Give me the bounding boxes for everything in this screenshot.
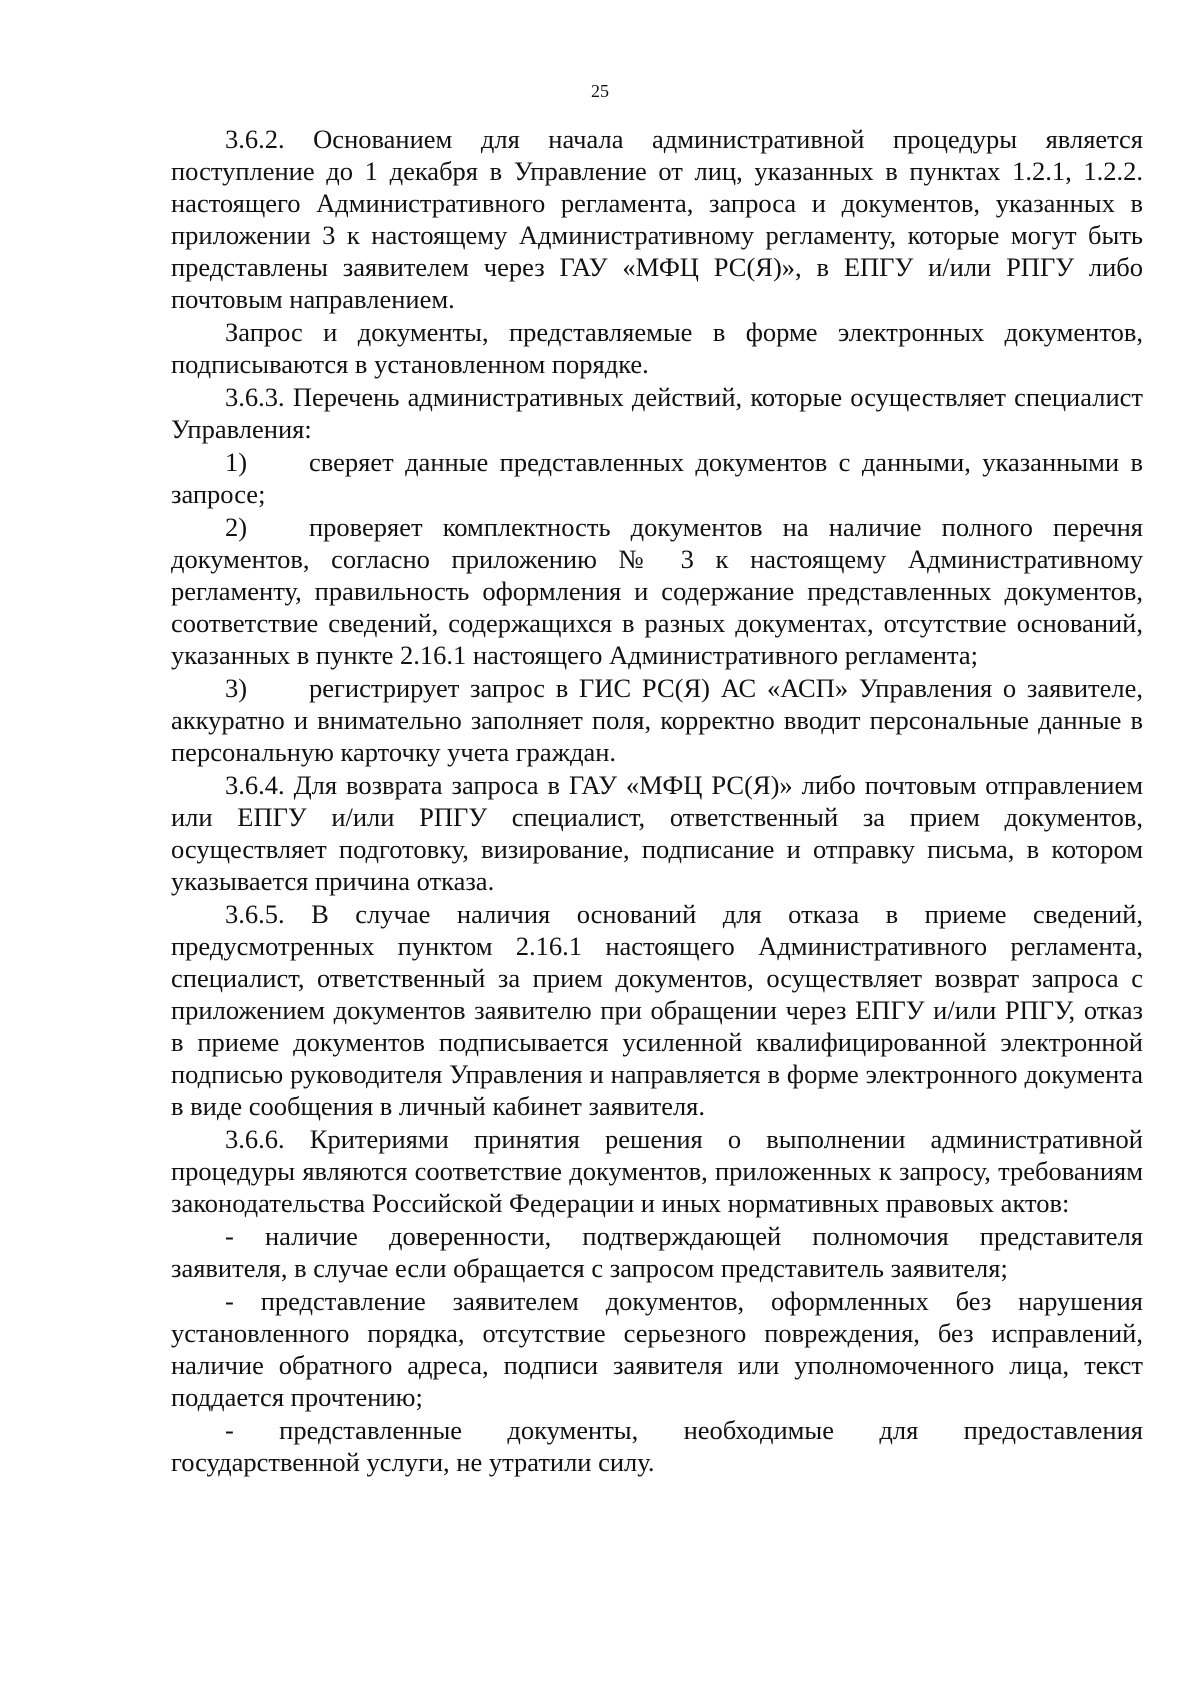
dash-item: - представленные документы, необходимые для предоставления государственной услуги, не утратили силу. <box>171 1415 1143 1477</box>
paragraph-3-6-4: 3.6.4. Для возврата запроса в ГАУ «МФЦ РС(Я)» либо почтовым отправлением или ЕПГУ и/или РПГУ специалист, ответственный за прием документов, осуществляет подготовку, визирование, подписание и отправку письма, в котором указывается причина отказа. <box>171 770 1143 896</box>
document-body <box>171 123 1143 1478</box>
numbered-item-text: проверяет комплектность документов на наличие полного перечня документов, согласно приложению № 3 к настоящему Административному регламенту, правильность оформления и содержание представленных документов, соответствие сведений, содержащихся в разных документах, отсутствие оснований, указанных в пункте 2.16.1 настоящего Административного регламента; <box>171 512 1143 670</box>
dash-item: - представление заявителем документов, оформленных без нарушения установленного порядка, отсутствие серьезного повреждения, без исправлений, наличие обратного адреса, подписи заявителя или уполномоченного лица, текст поддается прочтению; <box>171 1286 1143 1412</box>
numbered-item-text: сверяет данные представленных документов с данными, указанными в запросе; <box>171 447 1143 509</box>
paragraph-3-6-6: 3.6.6. Критериями принятия решения о выполнении административной процедуры являются соответствие документов, приложенных к запросу, требованиям законодательства Российской Федерации и иных нормативных правовых актов: <box>171 1124 1143 1218</box>
paragraph-3-6-2: 3.6.2. Основанием для начала административной процедуры является поступление до 1 декабря в Управление от лиц, указанных в пунктах 1.2.1, 1.2.2. настоящего Административного регламента, запроса и документов, указанных в приложении 3 к настоящему Административному регламенту, которые могут быть представлены заявителем через ГАУ «МФЦ РС(Я)», в ЕПГУ и/или РПГУ либо почтовым направлением. <box>171 124 1143 314</box>
numbered-item <box>171 511 1143 671</box>
numbered-item-label: 1) <box>225 447 248 477</box>
numbered-item-label: 2) <box>225 512 248 542</box>
dash-item: - наличие доверенности, подтверждающей полномочия представителя заявителя, в случае если обращается с запросом представитель заявителя; <box>171 1221 1143 1283</box>
paragraph-3-6-3: 3.6.3. Перечень административных действий, которые осуществляет специалист Управления: <box>171 382 1143 444</box>
numbered-item <box>171 446 1143 510</box>
numbered-item-label: 3) <box>225 673 248 703</box>
paragraph-signing: Запрос и документы, представляемые в форме электронных документов, подписываются в установленном порядке. <box>171 317 1143 379</box>
paragraph-3-6-5: 3.6.5. В случае наличия оснований для отказа в приеме сведений, предусмотренных пунктом 2.16.1 настоящего Административного регламента, специалист, ответственный за прием документов, осуществляет возврат запроса с приложением документов заявителю при обращении через ЕПГУ и/или РПГУ, отказ в приеме документов подписывается усиленной квалифицированной электронной подписью руководителя Управления и направляется в форме электронного документа в виде сообщения в личный кабинет заявителя. <box>171 899 1143 1121</box>
numbered-item <box>171 672 1143 768</box>
page-number: 25 <box>591 81 609 101</box>
numbered-item-text: регистрирует запрос в ГИС РС(Я) АС «АСП» Управления о заявителе, аккуратно и внимательно заполняет поля, корректно вводит персональные данные в персональную карточку учета граждан. <box>171 673 1143 767</box>
